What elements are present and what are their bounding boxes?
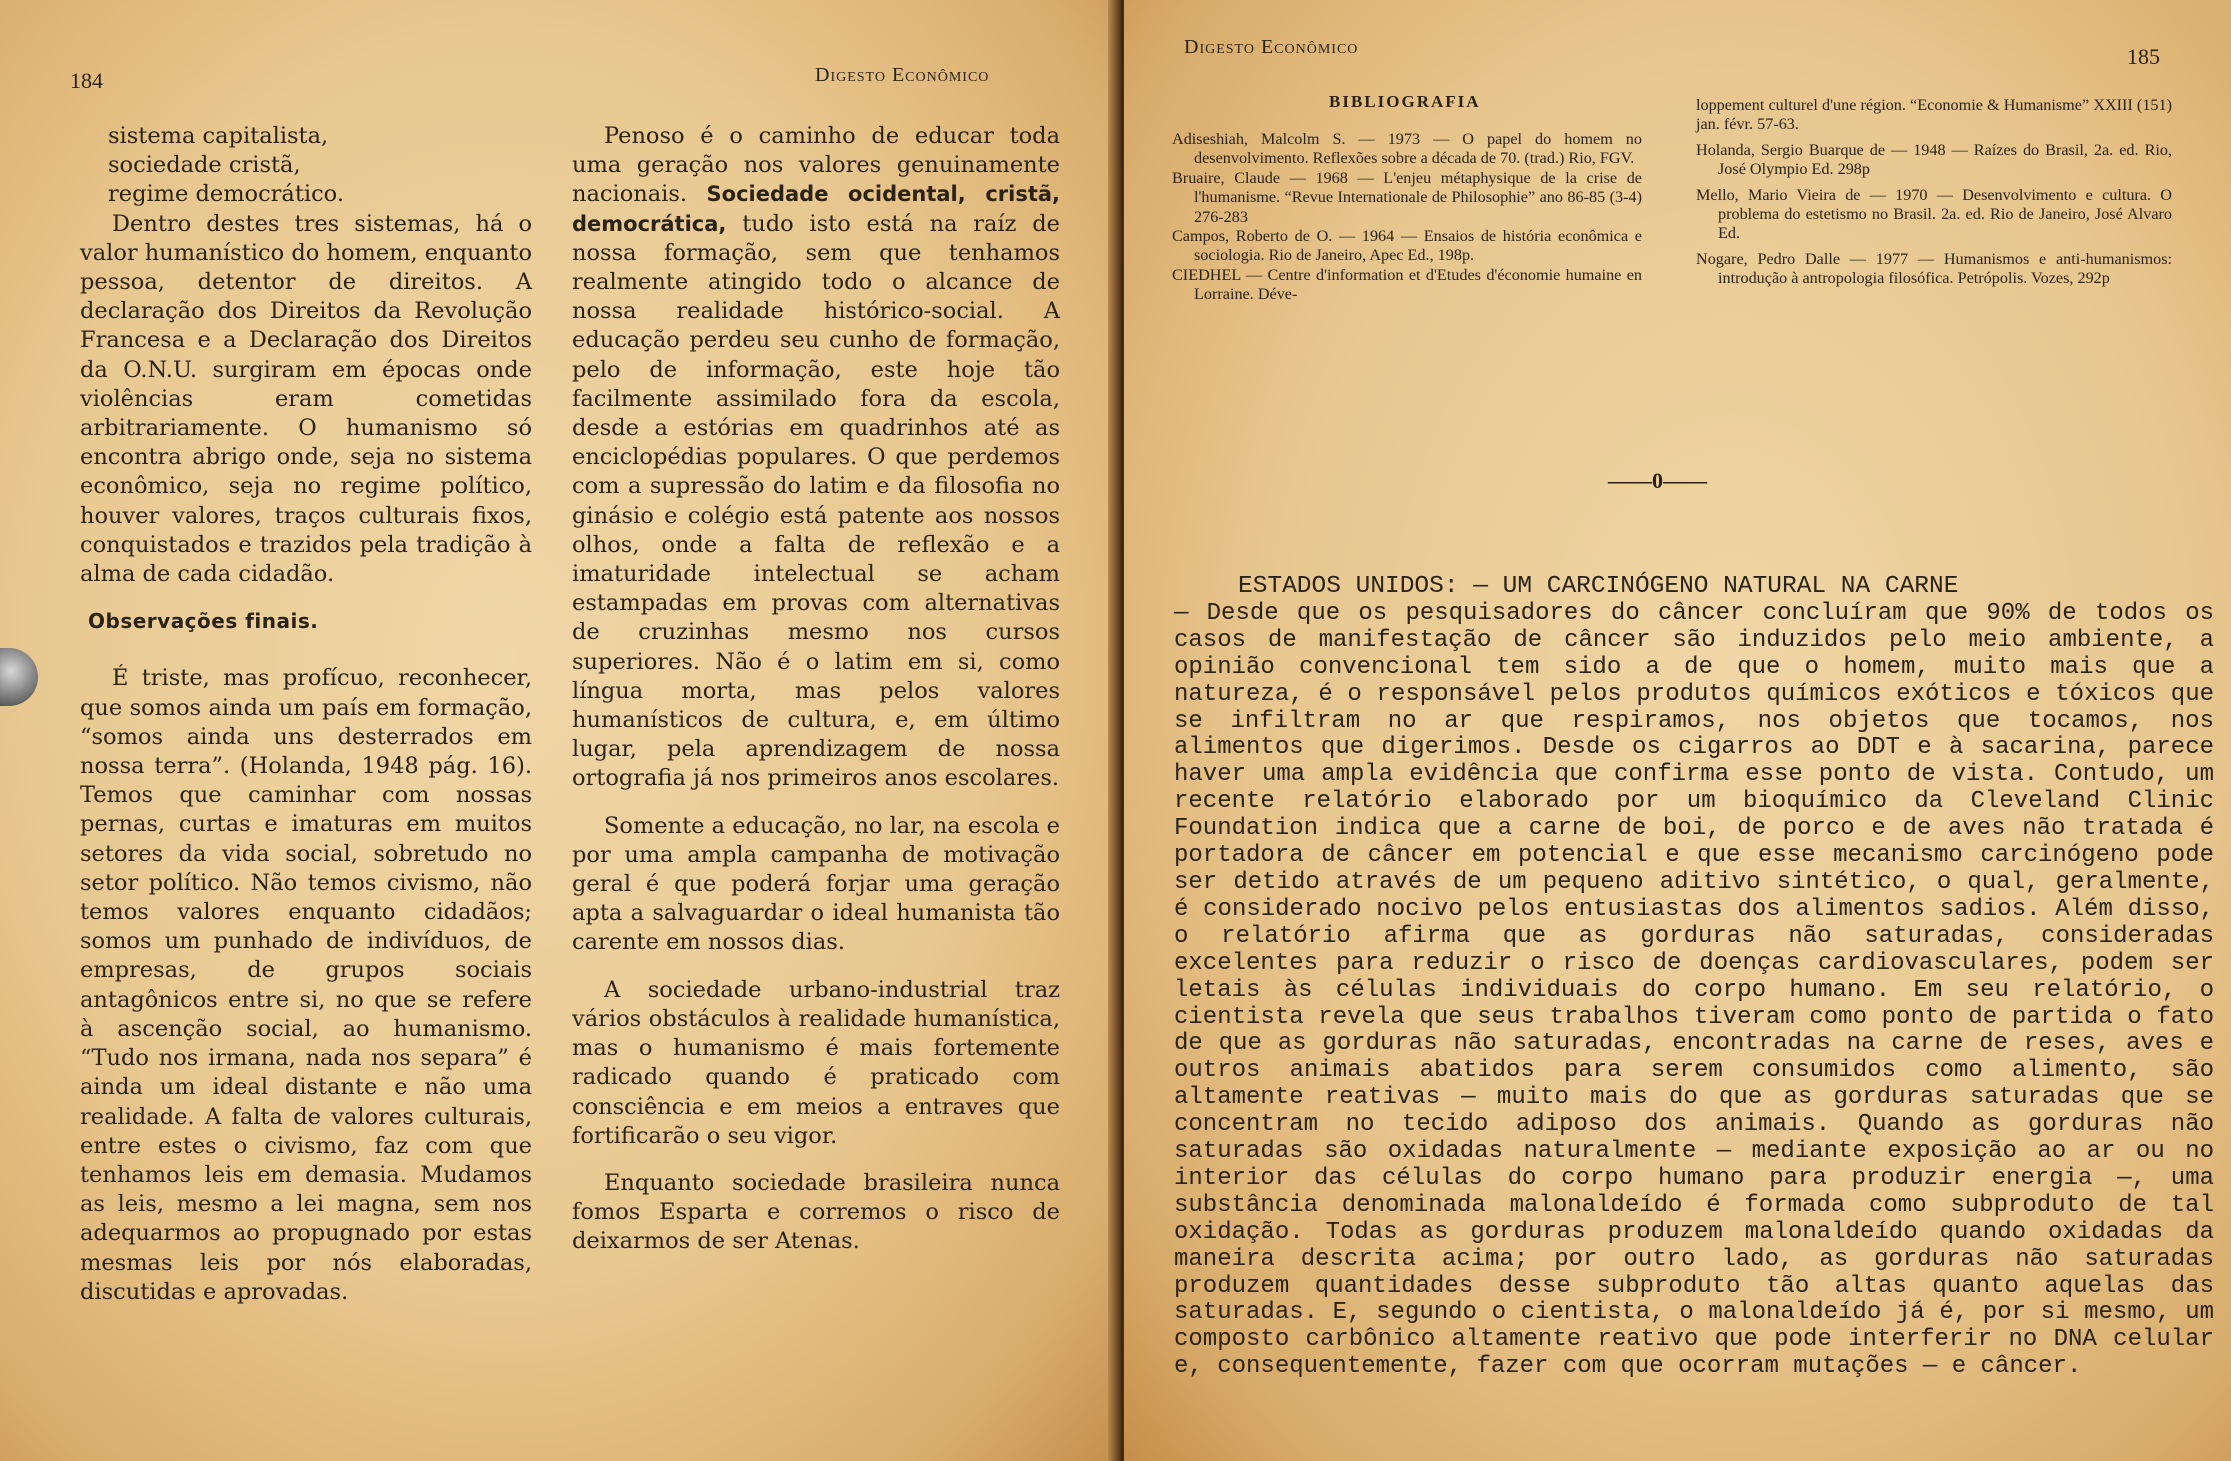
bibliography-entry: Mello, Mario Vieira de — 1970 — Desenvolvimento e cultura. O problema do estetismo no Brasil. 2a. ed. Rio de Janeiro, José Alvaro Ed. (1696, 185, 2172, 243)
article-headline: ESTADOS UNIDOS: — UM CARCINÓGENO NATURAL NA CARNE (1238, 573, 1959, 600)
paragraph: Dentro destes tres sistemas, há o valor humanístico do homem, enquanto pessoa, detentor de direitos. A declaração dos Direitos da Revolução Francesa e a Declaração dos Direitos da O.N.U. surgiram em épocas onde violências eram cometidas arbitrariamente. O humanismo só encontra abrigo onde, seja no sistema econômico, seja no regime político, houver valores, traços culturais fixos, conquistados e trazidos pela tradição à alma de cada cidadão. (80, 210, 532, 588)
paragraph: Enquanto sociedade brasileira nunca fomos Esparta e corremos o risco de deixarmos de ser Atenas. (572, 1169, 1060, 1255)
bibliography-right (1696, 96, 2172, 289)
paragraph-text: tudo isto está na raíz de nossa formação, sem que tenhamos realmente atingido todo o alcance de nossa realidade histórico-social. A educação perdeu seu cunho de formação, pelo de informação, este hoje tão facilmente assimilado fora da escola, desde a estórias em quadrinhos até as enciclopédias populares. O que perdemos com a supressão do latim e da filosofia no ginásio e colégio está patente aos nossos olhos, onde a falta de reflexão e a imaturidade intelectual se acham estampadas em provas com alternativas de cruzinhas mesmo nos cursos superiores. Não é o latim em si, como língua morta, mas pelos valores humanísticos de cultura, e, em último lugar, pela aprendizagem de nossa ortografia já nos primeiros anos escolares. (572, 210, 1060, 792)
page-number: 184 (70, 68, 103, 93)
right-column (572, 122, 1060, 1257)
running-head: Digesto Econômico (1184, 36, 1359, 58)
paragraph-text: Penoso é o caminho de educar toda uma geração nos valores genuinamente nacionais. (572, 123, 1060, 208)
binder-clip (0, 648, 38, 706)
paragraph: Somente a educação, no lar, na escola e por uma ampla campanha de motivação geral é que poderá forjar uma geração apta a salvaguardar o ideal humanista tão carente em nossos dias. (572, 812, 1060, 956)
list-item: sistema capitalista, (108, 123, 329, 149)
list-item: regime democrático. (108, 181, 344, 208)
paragraph: A sociedade urbano-industrial traz vários obstáculos à realidade humanística, mas o humanismo é mais fortemente radicado quando é praticado com consciência e em meios a entraves que fortificarão o seu vigor. (572, 976, 1060, 1149)
section-subheading: Observações finais. (88, 609, 319, 634)
bibliography-entry: Nogare, Pedro Dalle — 1977 — Humanismos e anti-humanismos: introdução à antropologia filosófica. Petrópolis. Vozes, 292p (1696, 249, 2172, 288)
bibliography-entry: Adiseshiah, Malcolm S. — 1973 — O papel do homem no desenvolvimento. Reflexões sobre a década de 70. (trad.) Rio, FGV. (1172, 130, 1642, 168)
bibliography-entry: loppement culturel d'une région. “Economie & Humanisme” XXIII (151) jan. févr. 57-63. (1696, 96, 2172, 134)
news-article (1174, 574, 2214, 1381)
bibliography-entry: Bruaire, Claude — 1968 — L'enjeu métaphysique de la crise de l'humanisme. “Revue Internationale de Philosophie” ano 86-85 (3-4) 276-283 (1172, 168, 1642, 226)
bibliography-entry: Holanda, Sergio Buarque de — 1948 — Raízes do Brasil, 2a. ed. Rio, José Olympio Ed. 298p (1696, 140, 2172, 179)
bibliography-entry: CIEDHEL — Centre d'information et d'Etudes d'économie humaine en Lorraine. Déve- (1172, 265, 1642, 304)
left-column (80, 122, 532, 1307)
bibliography-title: BIBLIOGRAFIA (1329, 92, 1481, 111)
running-head: Digesto Econômico (815, 64, 990, 86)
page-number: 185 (2127, 44, 2160, 69)
right-page (1124, 0, 2231, 1461)
paragraph: É triste, mas profícuo, reconhecer, que somos ainda um país em formação, “somos ainda uns desterrados em nossa terra”. (Holanda, 1948 pág. 16). Temos que caminhar com nossas pernas, curtas e imaturas em muitos setores da vida social, sobretudo no setor político. Não temos civismo, não temos valores enquanto cidadãos; somos um punhado de indivíduos, de empresas, de grupos sociais antagônicos entre si, no que se refere à ascenção social, ao humanismo. “Tudo nos irmana, nada nos separa” é ainda um ideal distante e não uma realidade. A falta de valores culturais, entre estes o civismo, faz com que tenhamos leis em demasia. Mudamos as leis, mesmo a lei magna, sem nos adequarmos ao propugnado por estas mesmas leis por nós elaboradas, discutidas e aprovadas. (80, 665, 532, 1305)
bibliography-entry: Campos, Roberto de O. — 1964 — Ensaios de história econômica e sociologia. Rio de Janeiro, Apec Ed., 198p. (1172, 227, 1642, 265)
bibliography-left (1172, 130, 1642, 305)
section-separator: ——0—— (1608, 468, 1707, 493)
bold-phrase: Sociedade ocidental, cristã, democrática, (572, 182, 1061, 236)
list-item: sociedade cristã, (108, 152, 301, 179)
article-body: — Desde que os pesquisadores do câncer concluíram que 90% de todos os casos de manifestação de câncer são induzidos pelo meio ambiente, a opinião convencional tem sido a de que o homem, muito mais que a natureza, é o responsável pelos produtos químicos exóticos e tóxicos que se infiltram no ar que respiramos, nos objetos que tocamos, nos alimentos que digerimos. Desde os cigarros ao DDT e à sacarina, parece haver uma ampla evidência que confirma esse ponto de vista. Contudo, um recente relatório elaborado por um bioquímico da Cleveland Clinic Foundation indica que a carne de boi, de porco e de aves não tratada é portadora de câncer em potencial e que esse mecanismo carcinógeno pode ser detido através de um pequeno aditivo sintético, o qual, geralmente, é considerado nocivo pelos entusiastas dos alimentos sadios. Além disso, o relatório afirma que as gorduras não saturadas, consideradas excelentes para reduzir o risco de doenças cardiovasculares, podem ser letais às células individuais do corpo humano. Em seu relatório, o cientista revela que seus trabalhos tiveram como ponto de partida o fato de que as gorduras não saturadas, encontradas na carne de reses, aves e outros animais abatidos para serem consumidos como alimento, são altamente reativas — muito mais do que as gorduras saturadas que se concentram no tecido adiposo dos animais. Quando as gorduras não saturadas são oxidadas naturalmente — mediante exposição ao ar ou no interior das células do corpo humano para produzir energia —, uma substância denominada malonaldeído é formada como subproduto de tal oxidação. Todas as gorduras produzem malonaldeído quando oxidadas da maneira descrita acima; por outro lado, as gorduras não saturadas produzem quantidades desse subproduto tão altas quanto aquelas das saturadas. E, segundo o cientista, o malonaldeído já é, por si mesmo, um composto carbônico altamente reativo que pode interferir no DNA celular e, consequentemente, fazer com que ocorram mutações — e câncer. (1174, 599, 2214, 1381)
